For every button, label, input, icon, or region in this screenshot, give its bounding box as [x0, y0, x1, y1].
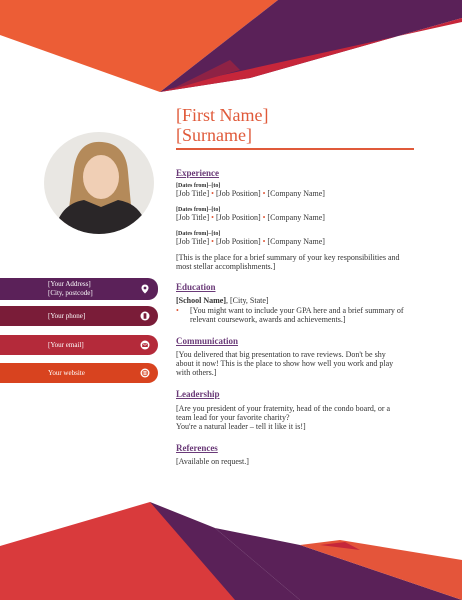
job-position: [Job Position]: [215, 237, 261, 246]
bullet-dot: •: [262, 213, 266, 222]
email-icon: [140, 340, 150, 350]
education-detail: relevant coursework, awards and achievements.]: [190, 315, 346, 324]
bullet-dot: •: [262, 189, 266, 198]
job-position: [Job Position]: [215, 213, 261, 222]
job-dates: [Dates from]–[to]: [176, 183, 221, 189]
school-location: , [City, State]: [226, 296, 269, 305]
location-icon: [140, 284, 150, 294]
job-dates: [Dates from]–[to]: [176, 231, 221, 237]
website-text: Your website: [48, 369, 85, 377]
job-title: [Job Title]: [176, 237, 210, 246]
address-line1: [Your Address]: [48, 280, 91, 288]
contact-bar-email: [0, 335, 158, 355]
communication-text: about it now! This is the place to show how well you work and play: [176, 359, 394, 368]
leadership-text: You're a natural leader – tell it like it is!]: [176, 422, 306, 431]
name-divider: [176, 148, 414, 150]
education-detail: [You might want to include your GPA here and a brief summary of: [190, 306, 404, 315]
references-heading: References: [176, 443, 218, 453]
job-title: [Job Title]: [176, 189, 210, 198]
references-text: [Available on request.]: [176, 457, 249, 466]
company-name: [Company Name]: [267, 237, 325, 246]
email-text: [Your email]: [48, 341, 84, 349]
bullet-dot: •: [211, 237, 214, 246]
phone-icon: [140, 311, 150, 321]
top-decoration: [0, 0, 462, 100]
experience-summary: most stellar accomplishments.]: [176, 262, 276, 271]
leadership-text: [Are you president of your fraternity, head of the condo board, or a: [176, 404, 391, 413]
job-line: [176, 189, 325, 199]
first-name: [First Name]: [176, 105, 269, 125]
experience-heading: Experience: [176, 168, 219, 178]
bullet-dot: •: [262, 237, 266, 246]
contact-bar-phone: [0, 306, 158, 326]
job-position: [Job Position]: [215, 189, 261, 198]
job-dates: [Dates from]–[to]: [176, 207, 221, 213]
company-name: [Company Name]: [267, 189, 325, 198]
surname: [Surname]: [176, 125, 252, 145]
job-title: [Job Title]: [176, 213, 210, 222]
education-bullet-dot: •: [176, 306, 179, 315]
school-name: [School Name]: [176, 296, 226, 305]
communication-text: with others.]: [176, 368, 217, 377]
web-icon: [140, 368, 150, 378]
job-line: [176, 237, 325, 247]
leadership-text: team lead for your favorite charity?: [176, 413, 290, 422]
bottom-decoration: [0, 500, 462, 600]
phone-text: [Your phone]: [48, 312, 86, 320]
experience-summary: [This is the place for a brief summary of your key responsibilities and: [176, 253, 400, 262]
company-name: [Company Name]: [267, 213, 325, 222]
leadership-heading: Leadership: [176, 389, 220, 399]
bullet-dot: •: [211, 189, 214, 198]
address-line2: [City, postcode]: [48, 289, 93, 297]
profile-photo: [44, 132, 154, 234]
communication-heading: Communication: [176, 336, 239, 346]
communication-text: [You delivered that big presentation to rave reviews. Don't be shy: [176, 350, 386, 359]
bullet-dot: •: [211, 213, 214, 222]
job-line: [176, 213, 325, 223]
contact-bar-address: [0, 278, 158, 300]
school-line: [176, 296, 269, 306]
contact-bar-website: [0, 363, 158, 383]
education-heading: Education: [176, 282, 216, 292]
